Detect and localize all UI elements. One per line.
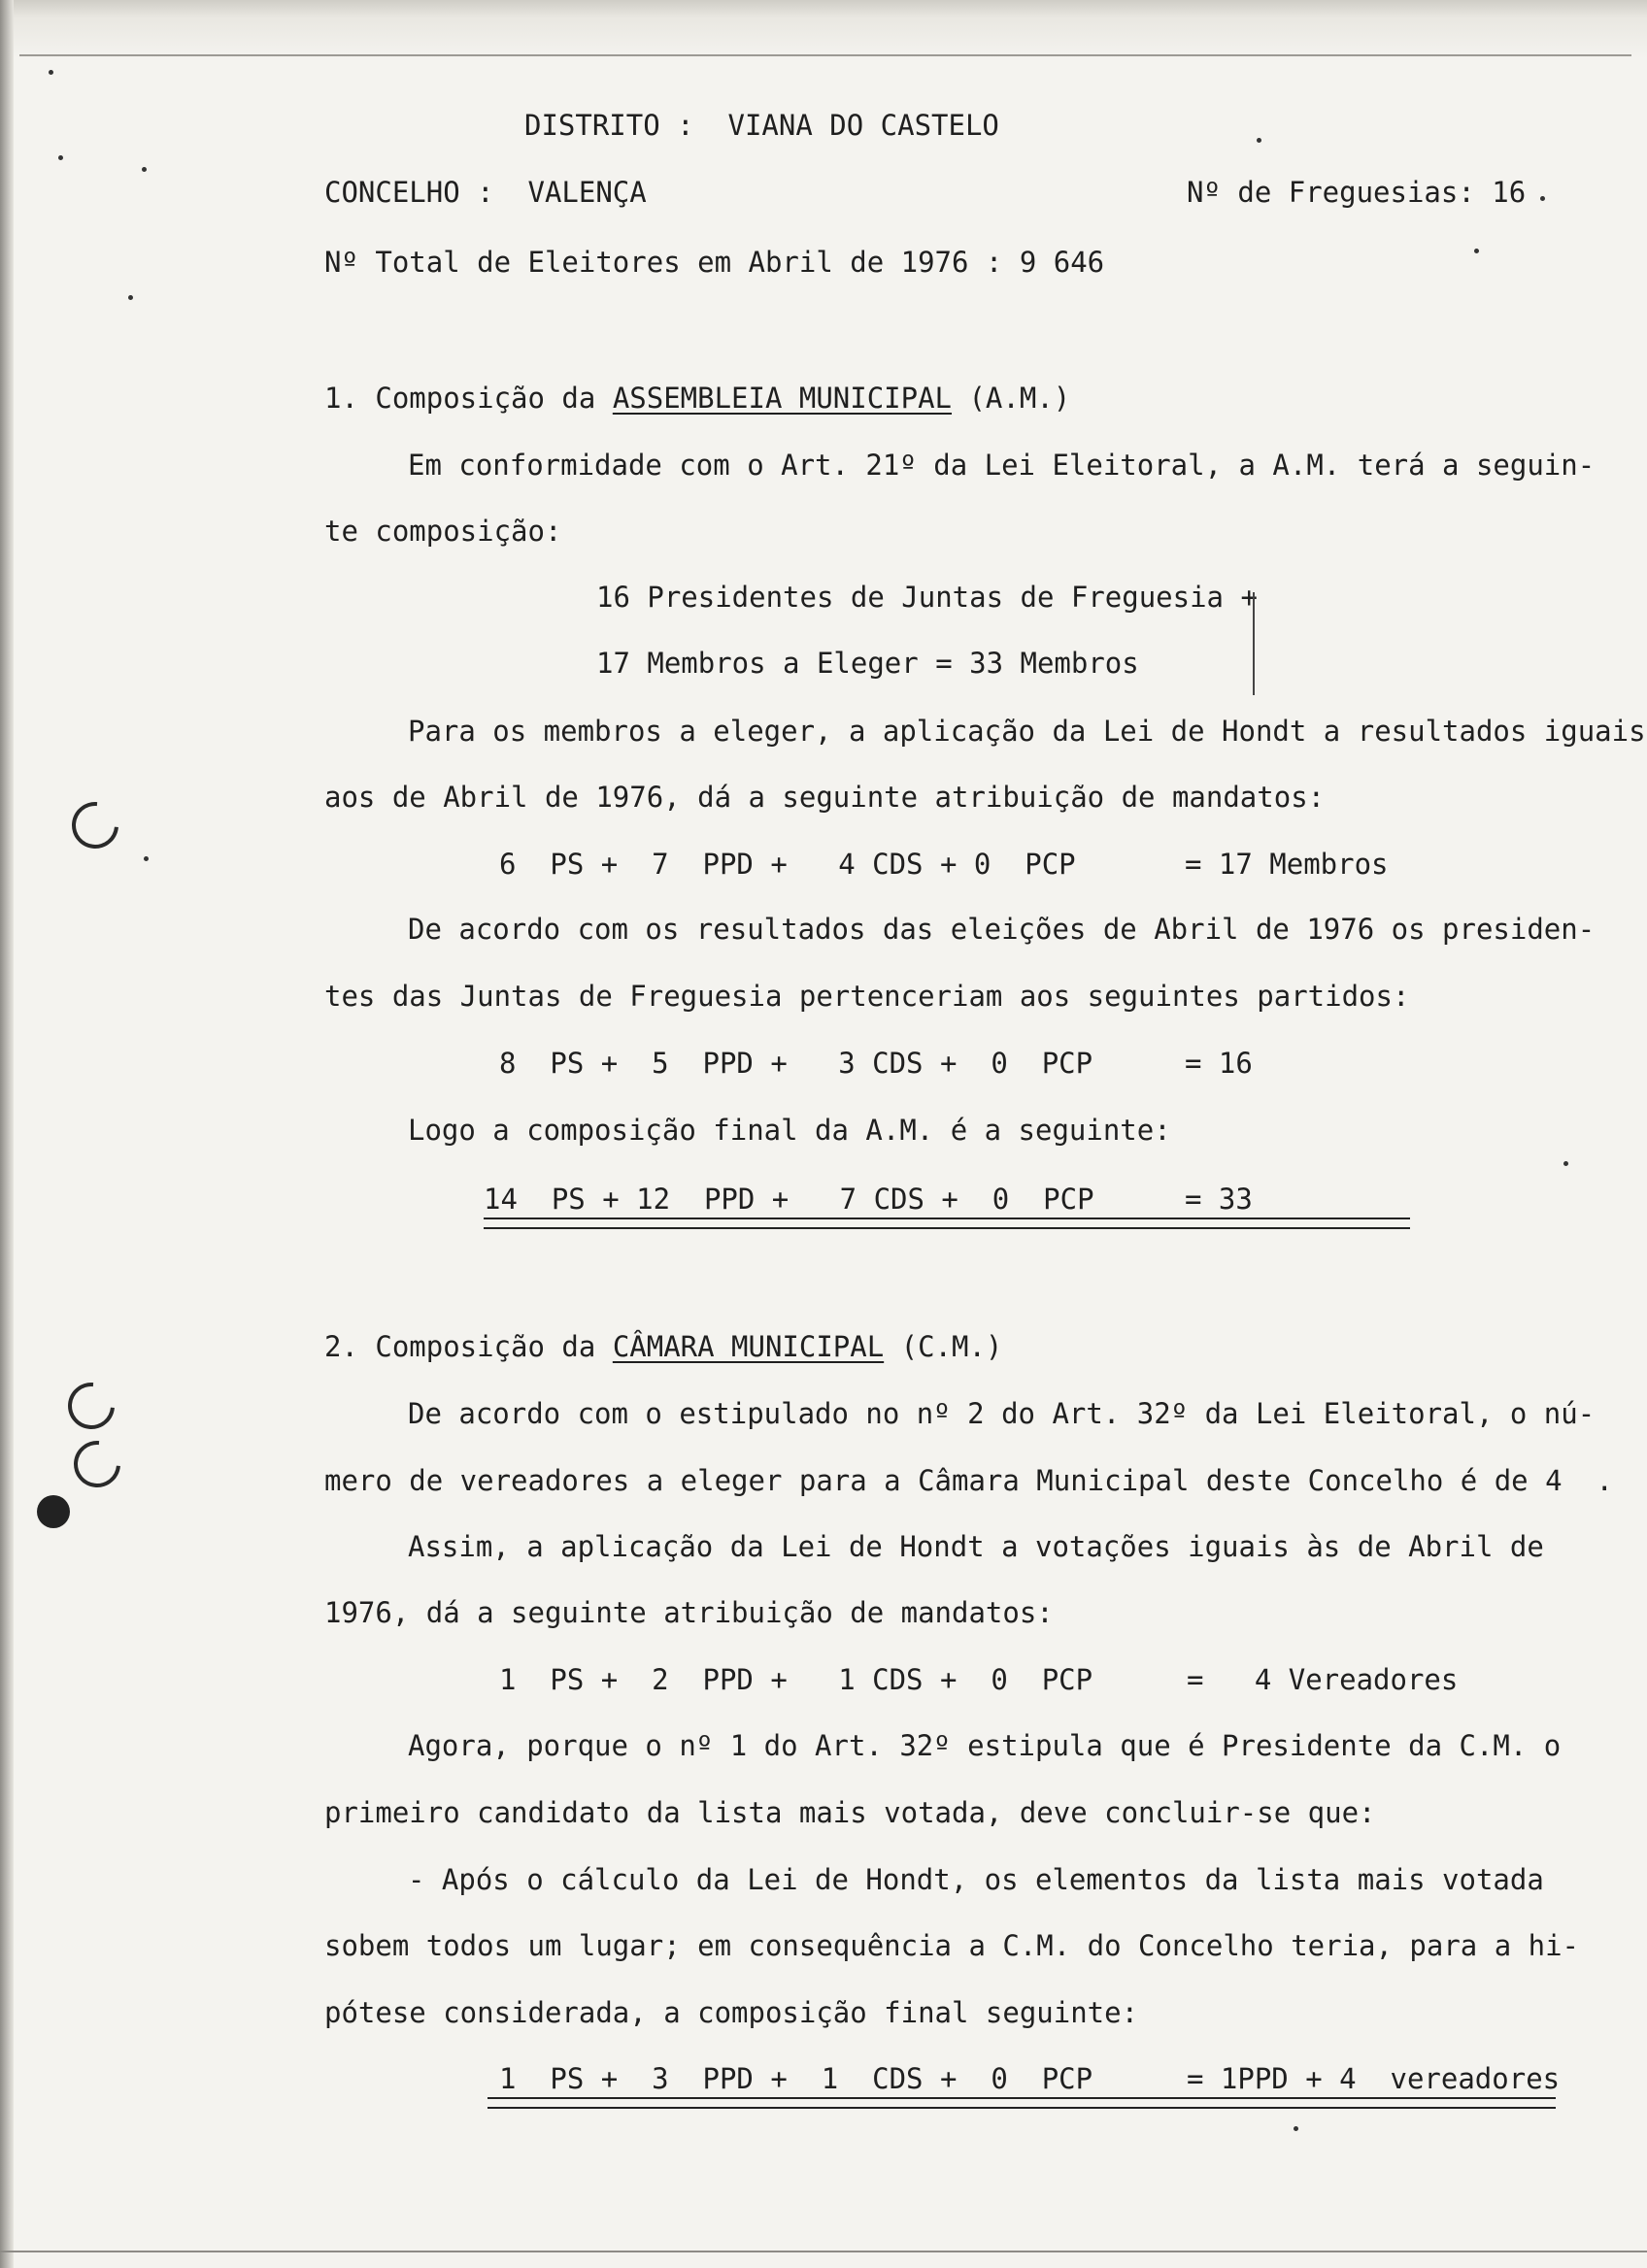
s1-para1-line2: te composição: (324, 515, 562, 548)
section2-heading-suffix: (C.M.) (884, 1330, 1003, 1363)
s1-para4: Logo a composição final da A.M. é a seguinte: (408, 1114, 1171, 1147)
s2-para4-line3: pótese considerada, a composição final seguinte: (324, 1996, 1139, 2029)
s2-eq1-right: = 4 Vereadores (1187, 1663, 1459, 1696)
s2-total-rule-1 (487, 2097, 1556, 2099)
s2-para1-line1: De acordo com o estipulado no nº 2 do Art. 32º da Lei Eleitoral, o nú- (408, 1397, 1596, 1430)
speck (49, 70, 53, 75)
speck (1257, 138, 1261, 143)
s2-total-rule-2 (487, 2107, 1556, 2109)
s2-para2-line2: 1976, dá a seguinte atribuição de mandatos: (324, 1596, 1054, 1629)
total-voters-line: Nº Total de Eleitores em Abril de 1976 : 9 646 (324, 246, 1105, 279)
s1-total-rule-2 (484, 1227, 1410, 1229)
section2-heading (324, 1330, 1002, 1363)
speck (1563, 1161, 1568, 1166)
speck (1540, 196, 1545, 201)
s1-eq3-left: 14 PS + 12 PPD + 7 CDS + 0 PCP (484, 1183, 1094, 1216)
s1-eq1-left: 6 PS + 7 PPD + 4 CDS + 0 PCP (499, 848, 1076, 881)
s2-para2-line1: Assim, a aplicação da Lei de Hondt a votações iguais às de Abril de (408, 1530, 1544, 1563)
s1-para3-line1: De acordo com os resultados das eleições de Abril de 1976 os presiden- (408, 913, 1596, 946)
scan-top-line (19, 54, 1631, 56)
s2-eq2-left: 1 PS + 3 PPD + 1 CDS + 0 PCP (499, 2062, 1093, 2095)
s1-para2-line1: Para os membros a eleger, a aplicação da Lei de Hondt a resultados iguais (408, 715, 1646, 748)
speck (1474, 249, 1479, 253)
s1-composition-line2: 17 Membros a Eleger = 33 Membros (596, 647, 1139, 680)
municipality-line: CONCELHO : VALENÇA (324, 176, 647, 209)
section2-heading-prefix: 2. Composição da (324, 1330, 613, 1363)
parishes-count: Nº de Freguesias: 16 (1187, 176, 1527, 209)
s2-para4-line1: - Após o cálculo da Lei de Hondt, os elementos da lista mais votada (408, 1863, 1544, 1896)
s2-para3-line1: Agora, porque o nº 1 do Art. 32º estipula que é Presidente da C.M. o (408, 1729, 1562, 1762)
s1-eq2-left: 8 PS + 5 PPD + 3 CDS + 0 PCP (499, 1047, 1093, 1080)
speck (58, 155, 63, 160)
s2-eq1-left: 1 PS + 2 PPD + 1 CDS + 0 PCP (499, 1663, 1093, 1696)
speck (128, 295, 133, 300)
scan-bottom-line (0, 2251, 1647, 2252)
s1-total-rule-1 (484, 1217, 1410, 1219)
section1-heading (324, 382, 1070, 415)
s1-composition-line1: 16 Presidentes de Juntas de Freguesia + (596, 581, 1258, 614)
s1-para1-line1: Em conformidade com o Art. 21º da Lei Eleitoral, a A.M. terá a seguin- (408, 449, 1596, 482)
ink-blot (37, 1495, 70, 1528)
s2-para4-line2: sobem todos um lugar; em consequência a C.M. do Concelho teria, para a hi- (324, 1929, 1580, 1962)
speck (142, 167, 147, 172)
scan-top-edge (0, 0, 1647, 58)
bracket-line (1253, 592, 1255, 695)
s1-eq3-right: = 33 (1185, 1183, 1253, 1216)
s1-eq1-right: = 17 Membros (1185, 848, 1389, 881)
s1-para2-line2: aos de Abril de 1976, dá a seguinte atribuição de mandatos: (324, 781, 1326, 814)
speck (144, 856, 149, 861)
speck (1294, 2126, 1298, 2131)
s2-para1-line2: mero de vereadores a eleger para a Câmara Municipal deste Concelho é de 4 . (324, 1464, 1613, 1497)
punch-hole (58, 1373, 124, 1439)
punch-hole (64, 1431, 130, 1497)
section1-heading-underlined: ASSEMBLEIA MUNICIPAL (612, 382, 953, 415)
s1-eq2-right: = 16 (1185, 1047, 1253, 1080)
s1-para3-line2: tes das Juntas de Freguesia pertenceriam aos seguintes partidos: (324, 980, 1410, 1013)
s2-eq2-right: = 1PPD + 4 vereadores (1187, 2062, 1561, 2095)
scan-left-edge (0, 0, 14, 2268)
district-line: DISTRITO : VIANA DO CASTELO (524, 109, 999, 142)
section2-heading-underlined: CÂMARA MUNICIPAL (612, 1330, 885, 1363)
s2-para3-line2: primeiro candidato da lista mais votada, deve concluir-se que: (324, 1796, 1376, 1829)
section1-heading-prefix: 1. Composição da (324, 382, 613, 415)
punch-hole (62, 792, 128, 858)
section1-heading-suffix: (A.M.) (952, 382, 1071, 415)
